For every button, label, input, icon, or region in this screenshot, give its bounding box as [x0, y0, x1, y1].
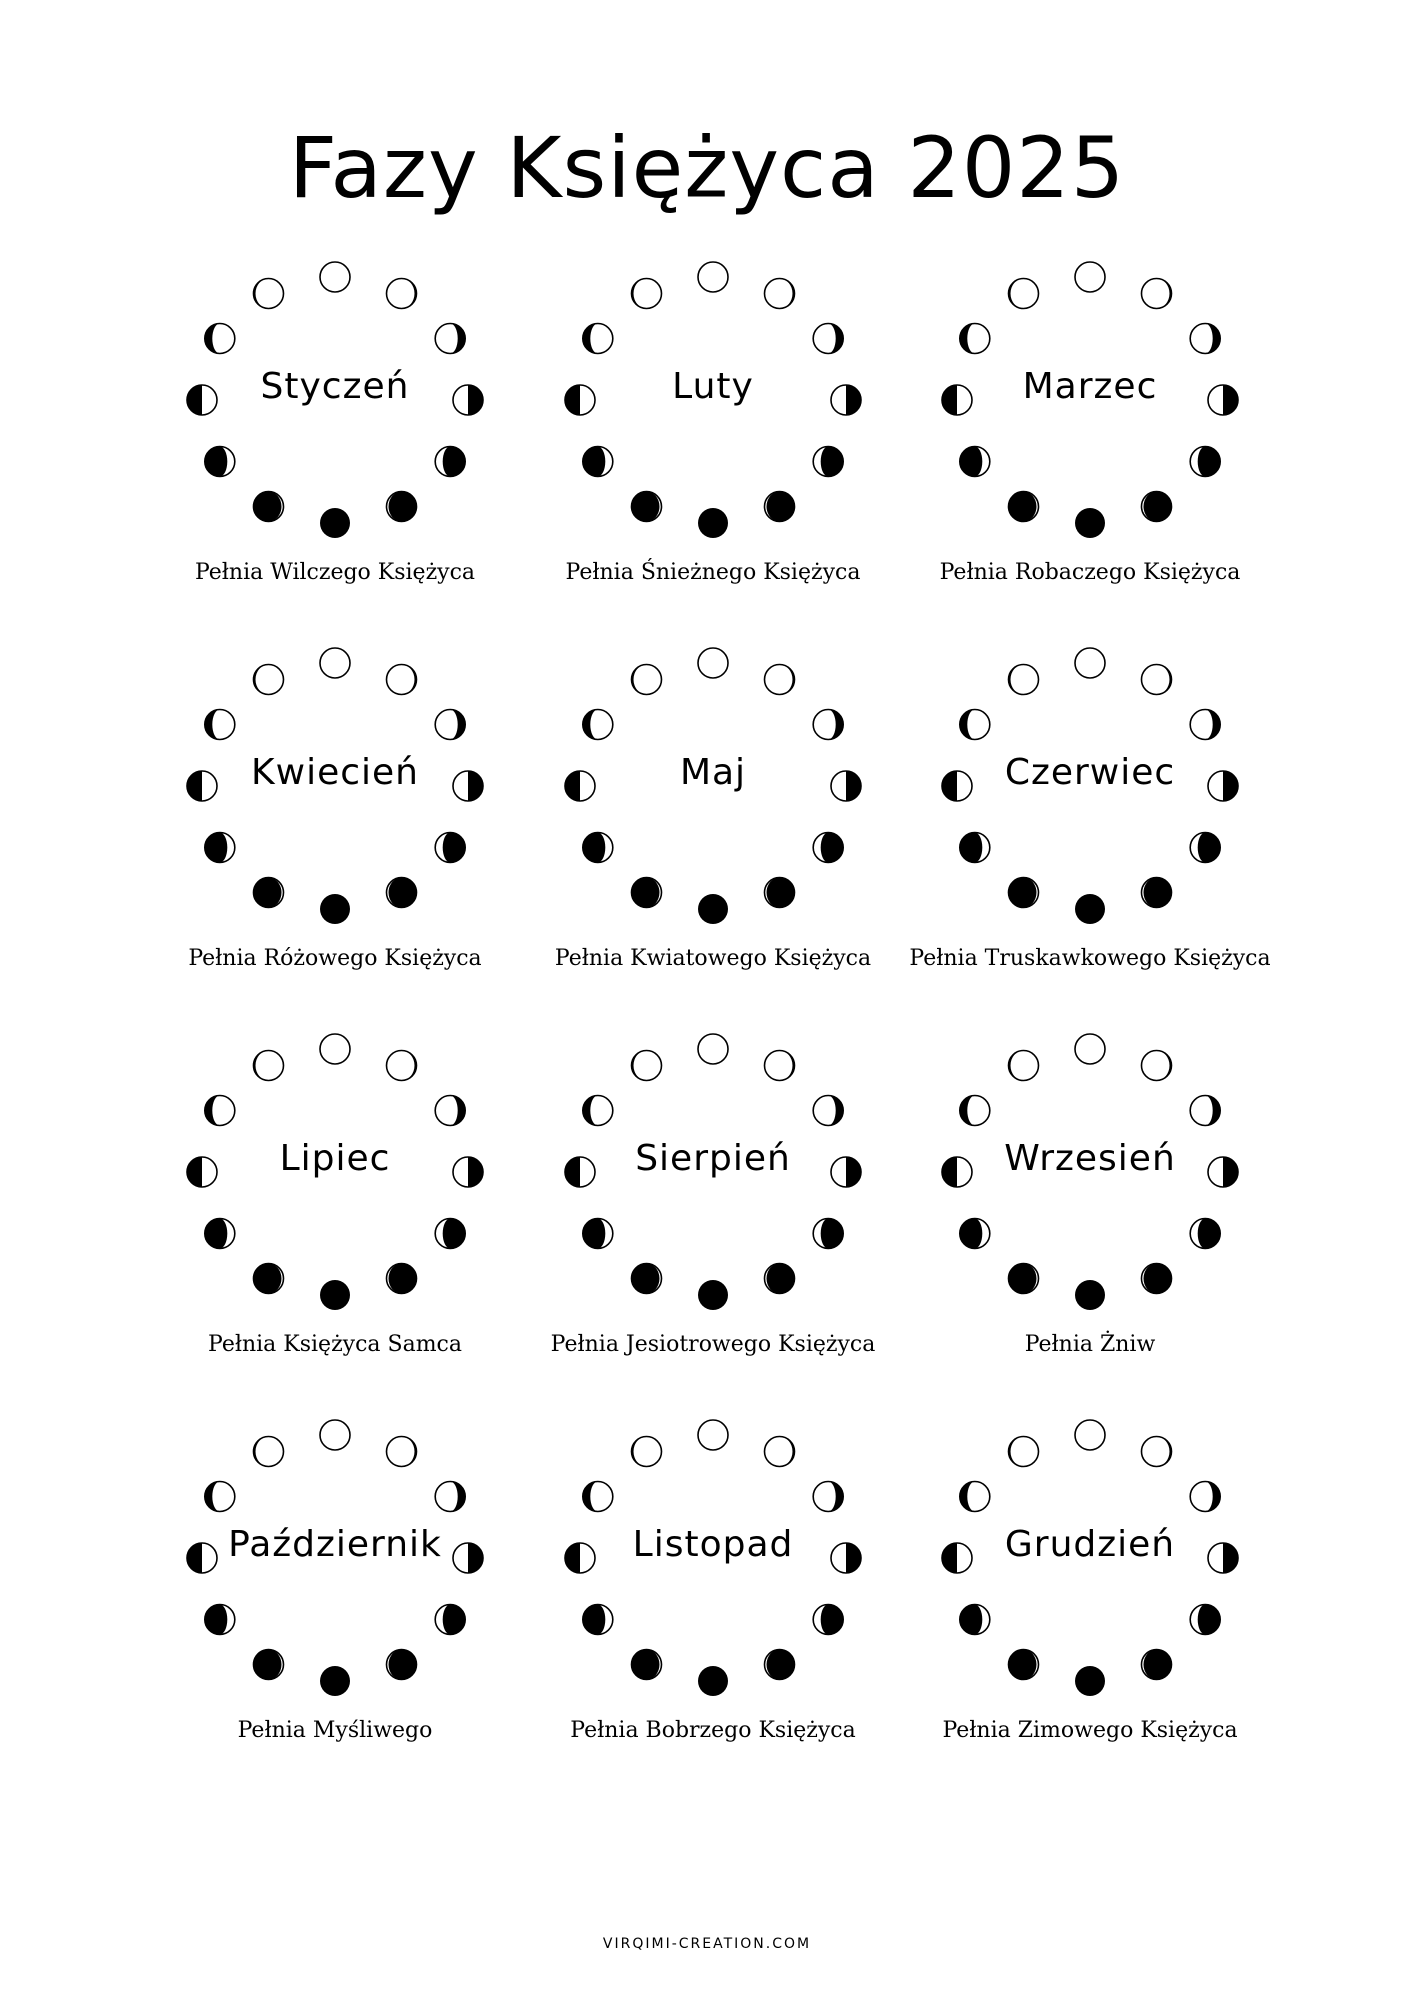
month-november: [503, 1408, 923, 1788]
month-name: Maj: [679, 752, 747, 793]
moon-phase-icon: [765, 1437, 795, 1467]
moon-phase-icon: [387, 1650, 417, 1680]
moon-phase-icon: [1009, 665, 1039, 695]
moon-phase-icon: [1190, 1605, 1220, 1635]
moon-phase-icon: [698, 1420, 728, 1450]
moon-phase-icon: [1009, 279, 1039, 309]
moon-phase-icon: [698, 1280, 728, 1310]
month-july: [125, 1022, 545, 1402]
moon-phase-icon: [813, 1096, 843, 1126]
moon-phase-icon: [1142, 665, 1172, 695]
month-name: Październik: [228, 1524, 442, 1565]
moon-phase-icon: [583, 1096, 613, 1126]
moon-phase-icon: [1009, 1264, 1039, 1294]
moon-phase-icon: [320, 508, 350, 538]
month-name: Czerwiec: [1004, 752, 1176, 793]
moon-phase-icon: [387, 279, 417, 309]
moon-phase-icon: [1142, 1437, 1172, 1467]
moon-phase-icon: [205, 447, 235, 477]
moon-phase-icon: [960, 1482, 990, 1512]
moon-phase-icon: [1075, 648, 1105, 678]
moon-phase-icon: [813, 447, 843, 477]
moon-phase-icon: [320, 262, 350, 292]
moon-phase-icon: [1190, 710, 1220, 740]
month-june: [880, 636, 1300, 1016]
full-moon-name: Pełnia Robaczego Księżyca: [939, 560, 1241, 585]
moon-phase-icon: [765, 1650, 795, 1680]
full-moon-name: Pełnia Śnieżnego Księżyca: [565, 560, 861, 585]
moon-phase-icon: [320, 1280, 350, 1310]
moon-phase-icon: [1009, 1650, 1039, 1680]
moon-phase-icon: [960, 833, 990, 863]
month-october: [125, 1408, 545, 1788]
moon-phase-icon: [765, 878, 795, 908]
month-february: [503, 250, 923, 630]
month-name: Grudzień: [1004, 1524, 1176, 1565]
moon-phase-icon: [960, 1096, 990, 1126]
moon-phase-icon: [632, 492, 662, 522]
month-name: Kwiecień: [251, 752, 419, 793]
moon-phase-icon: [254, 279, 284, 309]
moon-phase-icon: [1142, 878, 1172, 908]
month-august: [503, 1022, 923, 1402]
moon-phase-icon: [320, 648, 350, 678]
moon-phase-icon: [435, 1605, 465, 1635]
moon-phase-icon: [632, 1264, 662, 1294]
moon-phase-icon: [1009, 1051, 1039, 1081]
moon-phase-icon: [765, 1051, 795, 1081]
moon-phase-icon: [1075, 1666, 1105, 1696]
footer-website: VIRQIMI-CREATION.COM: [602, 1936, 812, 1952]
moon-phase-icon: [205, 1605, 235, 1635]
moon-phase-icon: [632, 1437, 662, 1467]
moon-phase-icon: [435, 833, 465, 863]
moon-phase-icon: [813, 324, 843, 354]
moon-phase-icon: [1142, 1650, 1172, 1680]
full-moon-name: Pełnia Kwiatowego Księżyca: [554, 946, 872, 971]
moon-phase-icon: [435, 1482, 465, 1512]
moon-phase-icon: [960, 447, 990, 477]
moon-phase-icon: [1075, 1280, 1105, 1310]
moon-phase-icon: [632, 1051, 662, 1081]
moon-phase-icon: [632, 1650, 662, 1680]
moon-phase-icon: [583, 1482, 613, 1512]
month-name: Listopad: [632, 1524, 794, 1565]
month-march: [880, 250, 1300, 630]
moon-phase-icon: [765, 279, 795, 309]
moon-phase-icon: [765, 665, 795, 695]
month-name: Wrzesień: [1004, 1138, 1176, 1179]
full-moon-name: Pełnia Różowego Księżyca: [188, 946, 482, 971]
moon-phase-icon: [435, 710, 465, 740]
moon-phase-icon: [1142, 279, 1172, 309]
moon-phase-icon: [205, 1219, 235, 1249]
moon-phase-icon: [960, 1605, 990, 1635]
moon-phase-icon: [205, 324, 235, 354]
moon-phase-icon: [1190, 1219, 1220, 1249]
moon-phase-icon: [698, 1666, 728, 1696]
moon-phase-icon: [254, 1264, 284, 1294]
moon-phase-icon: [387, 492, 417, 522]
moon-phase-icon: [583, 324, 613, 354]
moon-phase-icon: [320, 1034, 350, 1064]
moon-phase-icon: [1190, 1482, 1220, 1512]
moon-phase-icon: [387, 665, 417, 695]
moon-phase-icon: [960, 710, 990, 740]
moon-phase-icon: [1142, 1264, 1172, 1294]
moon-phase-icon: [583, 710, 613, 740]
moon-phase-icon: [1075, 894, 1105, 924]
moon-phase-icon: [1075, 1420, 1105, 1450]
moon-phase-icon: [1009, 492, 1039, 522]
moon-phase-icon: [960, 1219, 990, 1249]
moon-phase-icon: [698, 1034, 728, 1064]
moon-phase-icon: [1009, 1437, 1039, 1467]
moon-phase-icon: [813, 1219, 843, 1249]
moon-phase-icon: [435, 1219, 465, 1249]
month-september: [880, 1022, 1300, 1402]
moon-phase-icon: [1142, 492, 1172, 522]
full-moon-name: Pełnia Księżyca Samca: [208, 1332, 462, 1357]
moon-phase-icon: [632, 279, 662, 309]
moon-phase-icon: [813, 833, 843, 863]
moon-phase-icon: [583, 447, 613, 477]
month-name: Lipiec: [279, 1138, 391, 1179]
month-name: Luty: [672, 366, 754, 407]
moon-phase-icon: [435, 1096, 465, 1126]
moon-phase-icon: [1190, 324, 1220, 354]
moon-phase-icon: [1009, 878, 1039, 908]
moon-phase-icon: [254, 878, 284, 908]
moon-phase-icon: [205, 1482, 235, 1512]
moon-phase-icon: [387, 1051, 417, 1081]
moon-phase-icon: [765, 1264, 795, 1294]
month-april: [125, 636, 545, 1016]
full-moon-name: Pełnia Myśliwego: [237, 1718, 433, 1743]
full-moon-name: Pełnia Zimowego Księżyca: [942, 1718, 1238, 1743]
moon-phase-icon: [254, 1650, 284, 1680]
moon-phase-icon: [1190, 447, 1220, 477]
full-moon-name: Pełnia Truskawkowego Księżyca: [909, 946, 1271, 971]
moon-phase-icon: [698, 262, 728, 292]
moon-phase-icon: [813, 1605, 843, 1635]
full-moon-name: Pełnia Wilczego Księżyca: [194, 560, 476, 585]
moon-phase-icon: [813, 1482, 843, 1512]
moon-phase-icon: [1190, 1096, 1220, 1126]
moon-phase-icon: [205, 710, 235, 740]
moon-phase-icon: [435, 447, 465, 477]
month-name: Marzec: [1022, 366, 1158, 407]
moon-phase-icon: [632, 665, 662, 695]
month-may: [503, 636, 923, 1016]
moon-phase-icon: [320, 1420, 350, 1450]
moon-phase-icon: [254, 1051, 284, 1081]
moon-phase-icon: [583, 1219, 613, 1249]
moon-phase-icon: [1190, 833, 1220, 863]
full-moon-name: Pełnia Jesiotrowego Księżyca: [550, 1332, 876, 1357]
moon-phase-icon: [387, 878, 417, 908]
moon-phase-icon: [583, 833, 613, 863]
moon-phase-icon: [205, 833, 235, 863]
moon-phase-icon: [254, 1437, 284, 1467]
moon-phase-icon: [205, 1096, 235, 1126]
moon-phase-icon: [960, 324, 990, 354]
month-name: Sierpień: [635, 1138, 791, 1179]
moon-phase-icon: [1142, 1051, 1172, 1081]
moon-phase-icon: [254, 492, 284, 522]
month-january: [125, 250, 545, 630]
moon-phase-icon: [1075, 262, 1105, 292]
moon-phase-icon: [435, 324, 465, 354]
moon-phase-icon: [698, 508, 728, 538]
moon-phase-icon: [632, 878, 662, 908]
moon-phase-icon: [765, 492, 795, 522]
full-moon-name: Pełnia Bobrzego Księżyca: [570, 1718, 856, 1743]
moon-phase-icon: [254, 665, 284, 695]
month-name: Styczeń: [260, 366, 410, 407]
full-moon-name: Pełnia Żniw: [1024, 1332, 1156, 1357]
month-december: [880, 1408, 1300, 1788]
moon-phase-icon: [1075, 508, 1105, 538]
moon-phase-icon: [698, 648, 728, 678]
moon-phase-icon: [387, 1264, 417, 1294]
moon-phase-icon: [698, 894, 728, 924]
moon-phase-icon: [387, 1437, 417, 1467]
moon-phase-icon: [320, 894, 350, 924]
moon-phase-icon: [320, 1666, 350, 1696]
moon-phase-icon: [813, 710, 843, 740]
moon-phase-icon: [1075, 1034, 1105, 1064]
moon-phase-icon: [583, 1605, 613, 1635]
page-title: Fazy Księżyca 2025: [288, 119, 1126, 217]
